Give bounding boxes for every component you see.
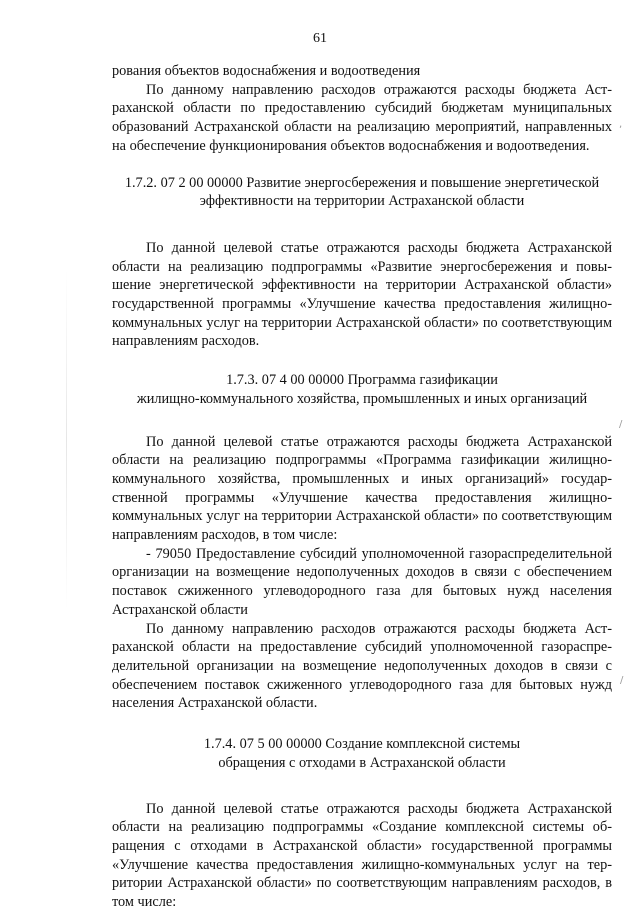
intro-paragraph: По данному направлению расходов отражаются расходы бюджета Астраханской области по предоставлению субсидий бюджетам муниципальных образований Астраханской области на реализацию мероприятий, направленных на обеспечение функционирования объектов водоснабжения и водоотведения. [112, 81, 612, 154]
document-body [112, 62, 612, 912]
section-1-7-2-paragraph: По данной целевой статье отражаются расходы бюджета Астраханской области на реализацию подпрограммы «Развитие энергосбережения и повышение энергетической эффективности на территории Астраханской области» государственной программы «Улучшение качества предоставления жилищно-коммунальных услуг на территории Астраханской области» по соответствующим направлениям расходов. [112, 239, 612, 350]
heading-line: 1.7.4. 07 5 00 00000 Создание комплексной системы [203, 736, 521, 753]
page-number: 61 [313, 31, 327, 46]
section-heading-1-7-4 [112, 735, 612, 772]
section-1-7-3-paragraph: По данной целевой статье отражаются расходы бюджета Астраханской области на реализацию подпрограммы «Программа газификации жилищно-коммунального хозяйства, промышленных и иных организаций» государственной программы «Улучшение качества предоставления жилищно-коммунальных услуг на территории Астраханской области» по соответствующим направлениям расходов, в том числе: [112, 433, 612, 544]
section-1-7-4-paragraph: По данной целевой статье отражаются расходы бюджета Астраханской области на реализацию подпрограммы «Создание комплексной системы обращения с отходами в Астраханской области» государственной программы «Улучшение качества предоставления жилищно-коммунальных услуг на территории Астраханской области» по соответствующим направлениям расходов, в том числе: [112, 800, 612, 911]
section-heading-1-7-2 [112, 174, 612, 211]
heading-line: 1.7.2. 07 2 00 00000 Развитие энергосбережения и повышение энергетической [124, 174, 600, 191]
scan-speck: / [620, 675, 624, 686]
scan-edge-shadow [66, 270, 67, 610]
section-1-7-3-list-item: - 79050 Предоставление субсидий уполномоченной газораспределительной организации на возмещение недополученных доходов в связи с обеспечением поставок сжиженного углеводородного газа для бытовых нужд населения Астраханской области [112, 545, 612, 618]
heading-line: обращения с отходами в Астраханской области [218, 754, 506, 771]
heading-line: жилищно-коммунального хозяйства, промышленных и иных организаций [136, 390, 588, 407]
section-1-7-3-paragraph: По данному направлению расходов отражаются расходы бюджета Астраханской области на предоставление субсидий уполномоченной газораспределительной организации на возмещение недополученных доходов в связи с обеспечением поставок сжиженного углеводородного газа для бытовых нужд населения Астраханской области. [112, 620, 612, 712]
continued-line: рования объектов водоснабжения и водоотведения [112, 63, 421, 79]
section-heading-1-7-3 [112, 371, 612, 408]
scan-speck: / [619, 419, 623, 430]
heading-line: эффективности на территории Астраханской области [199, 193, 525, 210]
scan-speck: , [619, 119, 623, 130]
heading-line: 1.7.3. 07 4 00 00000 Программа газификации [226, 372, 498, 389]
